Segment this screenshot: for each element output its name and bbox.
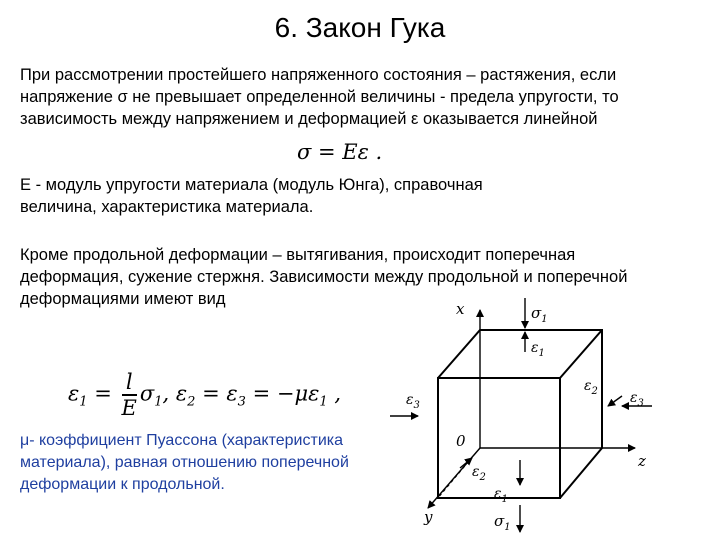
slide-title: 6. Закон Гука xyxy=(274,12,446,43)
poisson-formula xyxy=(68,370,341,420)
text-line: деформация, сужение стержня. Зависимости между продольной и поперечной xyxy=(20,268,628,286)
eps1-top-label: $\varepsilon_1$ xyxy=(531,340,545,359)
fraction-denominator: E xyxy=(121,396,137,420)
paragraph-tension-intro xyxy=(20,64,619,130)
eps2-bottom-arrow xyxy=(460,458,472,468)
fraction xyxy=(122,370,137,420)
paragraph-young-modulus xyxy=(20,174,483,218)
formula-subscript: 3 xyxy=(237,394,246,410)
eps2-bottom-label: $\varepsilon_2$ xyxy=(472,464,486,483)
axis-x-label: x xyxy=(456,300,465,318)
sigma1-top-label: $\sigma_1$ xyxy=(531,304,548,325)
formula-subscript: 1 xyxy=(154,394,163,410)
formula-subscript: 1 xyxy=(79,394,88,410)
eps2-right-label: $\varepsilon_2$ xyxy=(584,378,598,397)
formula-symbol: ε xyxy=(226,381,238,406)
formula-symbol: = xyxy=(87,381,119,406)
text-line: E - модуль упругости материала (модуль Юнга), справочная xyxy=(20,176,483,194)
text-line: деформации к продольной. xyxy=(20,476,225,493)
stressed-cube-diagram xyxy=(390,290,710,538)
eps1-bottom-label: $\varepsilon_1$ xyxy=(494,486,508,505)
formula-symbol: σ xyxy=(139,381,155,406)
origin-label: 0 xyxy=(456,432,466,450)
text-line: напряжение σ не превышает определенной величины - предела упругости, то xyxy=(20,88,619,106)
formula-symbol: ε xyxy=(68,381,80,406)
text-line: зависимость между напряжением и деформацией ε оказывается линейной xyxy=(20,110,598,128)
formula-subscript: 2 xyxy=(187,394,196,410)
text-line: При рассмотрении простейшего напряженного состояния – растяжения, если xyxy=(20,66,617,84)
text-line: μ- коэффициент Пуассона (характеристика xyxy=(20,432,344,449)
text-line: величина, характеристика материала. xyxy=(20,198,314,216)
paragraph-poisson-ratio xyxy=(20,430,349,496)
eps3-right-label: $\varepsilon_3$ xyxy=(630,390,644,409)
formula-symbol: ε xyxy=(175,381,188,406)
formula-symbol: , xyxy=(327,381,342,406)
axis-z-label: z xyxy=(638,452,646,470)
sigma1-bottom-label: $\sigma_1$ xyxy=(494,512,511,533)
formula-symbol: = −με xyxy=(245,381,320,406)
formula-subscript: 1 xyxy=(319,394,328,410)
text-line: материала), равная отношению поперечной xyxy=(20,454,349,471)
axis-y-label: y xyxy=(424,508,433,526)
fraction-numerator: l xyxy=(122,370,137,396)
text-line: деформациями имеют вид xyxy=(20,290,226,308)
formula-symbol: = xyxy=(195,381,227,406)
hooke-formula: σ = Eε . xyxy=(297,140,383,164)
cube-edge xyxy=(560,330,602,378)
text-line: Кроме продольной деформации – вытягивания, происходит поперечная xyxy=(20,246,576,264)
formula-symbol: , xyxy=(162,381,176,406)
eps2-right-arrow xyxy=(608,396,622,406)
eps3-left-label: $\varepsilon_3$ xyxy=(406,392,420,411)
